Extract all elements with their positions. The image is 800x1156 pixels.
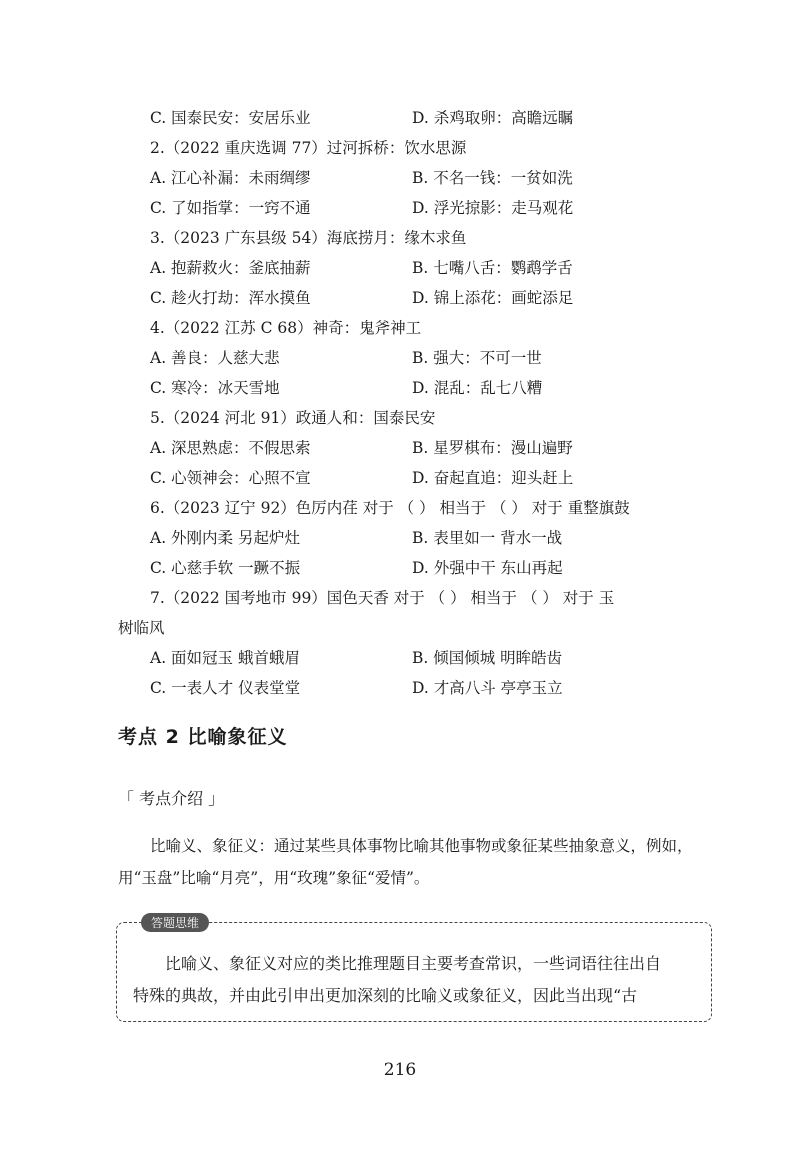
q4-option-c: C. 寒冷：冰天雪地	[150, 379, 280, 397]
q4-option-d: D. 混乱：乱七八糟	[412, 379, 543, 397]
section-title: 考点 2 比喻象征义	[118, 726, 288, 748]
q7-option-b: B. 倾国倾城 明眸皓齿	[412, 649, 563, 667]
q2-option-d: D. 浮光掠影：走马观花	[412, 199, 574, 217]
q7-option-d: D. 才高八斗 亭亭玉立	[412, 679, 563, 697]
q6-stem: 6.（2023 辽宁 92）色厉内荏 对于 （ ） 相当于 （ ） 对于 重整旗鼓	[150, 499, 630, 517]
q3-stem: 3.（2023 广东县级 54）海底捞月：缘木求鱼	[150, 229, 467, 247]
q3-option-c: C. 趁火打劫：浑水摸鱼	[150, 289, 311, 307]
q6-option-c: C. 心慈手软 一蹶不振	[150, 559, 301, 577]
q6-option-d: D. 外强中干 东山再起	[412, 559, 563, 577]
q1-option-d: D. 杀鸡取卵：高瞻远瞩	[412, 109, 574, 127]
q5-option-b: B. 星罗棋布：漫山遍野	[412, 439, 573, 457]
q2-option-a: A. 江心补漏：未雨绸缪	[150, 169, 311, 187]
q1-option-c: C. 国泰民安：安居乐业	[150, 109, 311, 127]
q4-option-a: A. 善良：人慈大悲	[150, 349, 280, 367]
tip-line-2: 特殊的典故，并由此引申出更加深刻的比喻义或象征义，因此当出现“古	[133, 986, 638, 1005]
q2-option-c: C. 了如指掌：一窍不通	[150, 199, 311, 217]
q7-stem-line2: 树临风	[118, 619, 165, 637]
q6-option-a: A. 外刚内柔 另起炉灶	[150, 529, 300, 547]
q5-stem: 5.（2024 河北 91）政通人和：国泰民安	[150, 409, 436, 427]
q4-stem: 4.（2022 江苏 C 68）神奇：鬼斧神工	[150, 319, 422, 337]
intro-line-1: 比喻义、象征义：通过某些具体事物比喻其他事物或象征某些抽象意义，例如，	[150, 837, 693, 855]
q2-stem: 2.（2022 重庆选调 77）过河拆桥：饮水思源	[150, 139, 467, 157]
q7-option-a: A. 面如冠玉 蛾首蛾眉	[150, 649, 300, 667]
q6-option-b: B. 表里如一 背水一战	[412, 529, 563, 547]
q4-option-b: B. 强大：不可一世	[412, 349, 542, 367]
page-number: 216	[383, 1060, 417, 1080]
q3-option-a: A. 抱薪救火：釜底抽薪	[150, 259, 311, 277]
tip-tag: 答题思维	[141, 913, 209, 932]
q7-stem-line1: 7.（2022 国考地市 99）国色天香 对于 （ ） 相当于 （ ） 对于 玉	[150, 589, 615, 607]
q5-option-a: A. 深思熟虑：不假思索	[150, 439, 311, 457]
intro-line-2: 用“玉盘”比喻“月亮”，用“玫瑰”象征“爱情”。	[118, 869, 430, 887]
q7-option-c: C. 一表人才 仪表堂堂	[150, 679, 301, 697]
q3-option-b: B. 七嘴八舌：鹦鹉学舌	[412, 259, 573, 277]
q2-option-b: B. 不名一钱：一贫如洗	[412, 169, 573, 187]
tip-line-1: 比喻义、象征义对应的类比推理题目主要考查常识，一些词语往往出自	[165, 954, 662, 973]
subsection-heading: 「 考点介绍 」	[118, 789, 225, 808]
q5-option-c: C. 心领神会：心照不宣	[150, 469, 311, 487]
tip-box	[116, 916, 712, 1022]
q3-option-d: D. 锦上添花：画蛇添足	[412, 289, 574, 307]
q5-option-d: D. 奋起直追：迎头赶上	[412, 469, 574, 487]
